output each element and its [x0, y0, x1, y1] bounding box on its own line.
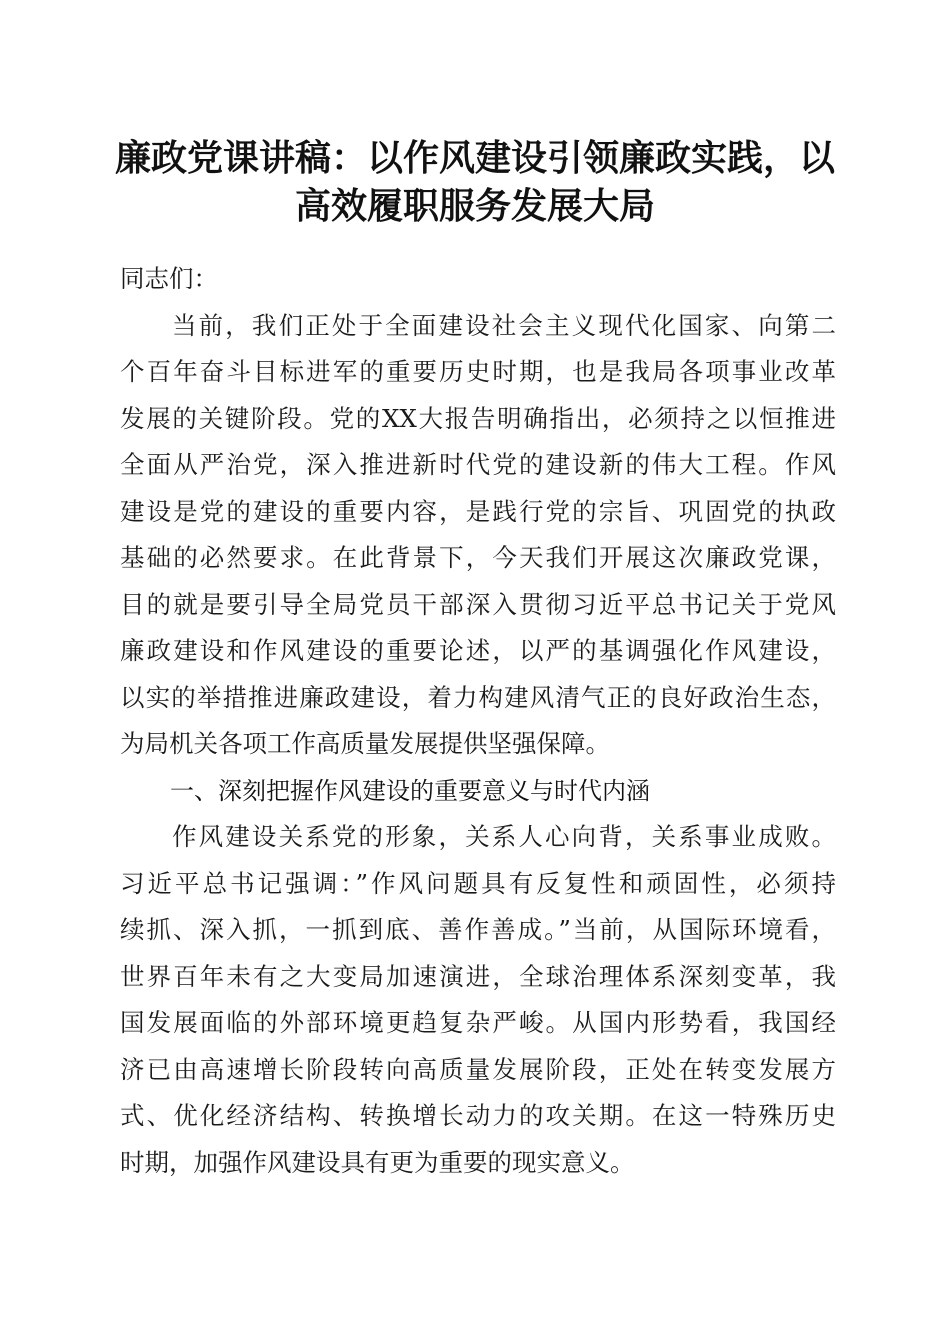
paragraph-line: 习近平总书记强调：”作风问题具有反复性和顽固性，必须持 — [120, 868, 836, 898]
paragraph-section-1 — [120, 814, 836, 1186]
title-line-2: 高效履职服务发展大局 — [294, 185, 655, 227]
paragraph-line: 世界百年未有之大变局加速演进，全球治理体系深刻变革，我 — [120, 961, 836, 991]
paragraph-line: 济已由高速增长阶段转向高质量发展阶段，正处在转变发展方 — [120, 1054, 836, 1084]
paragraph-line: 目的就是要引导全局党员干部深入贯彻习近平总书记关于党风 — [120, 589, 836, 619]
paragraph-line: 为局机关各项工作高质量发展提供坚强保障。 — [120, 729, 610, 758]
paragraph-line: 式、优化经济结构、转换增长动力的攻关期。在这一特殊历史 — [120, 1101, 836, 1130]
paragraph-line: 时期，加强作风建设具有更为重要的现实意义。 — [120, 1147, 635, 1177]
document-title — [100, 134, 850, 230]
section-heading-1: 一、深刻把握作风建设的重要意义与时代内涵 — [170, 776, 650, 805]
paragraph-line: 发展的关键阶段。党的XX大报告明确指出，必须持之以恒推进 — [120, 403, 836, 433]
title-line-1: 廉政党课讲稿：以作风建设引领廉政实践，以 — [114, 137, 835, 179]
paragraph-line: 当前，我们正处于全面建设社会主义现代化国家、向第二 — [172, 310, 836, 340]
salutation: 同志们： — [120, 264, 218, 293]
document-body — [120, 256, 836, 1186]
paragraph-line: 作风建设关系党的形象，关系人心向背，关系事业成败。 — [172, 822, 836, 851]
paragraph-line: 全面从严治党，深入推进新时代党的建设新的伟大工程。作风 — [120, 450, 836, 479]
paragraph-intro — [120, 303, 836, 768]
paragraph-line: 建设是党的建设的重要内容，是践行党的宗旨、巩固党的执政 — [120, 496, 836, 526]
paragraph-line: 廉政建设和作风建设的重要论述，以严的基调强化作风建设， — [120, 636, 836, 665]
paragraph-line: 个百年奋斗目标进军的重要历史时期，也是我局各项事业改革 — [120, 357, 836, 386]
paragraph-line: 以实的举措推进廉政建设，着力构建风清气正的良好政治生态， — [120, 682, 836, 712]
paragraph-line: 续抓、深入抓，一抓到底、善作善成。”当前，从国际环境看， — [120, 915, 836, 944]
paragraph-line: 国发展面临的外部环境更趋复杂严峻。从国内形势看，我国经 — [120, 1008, 836, 1037]
paragraph-line: 基础的必然要求。在此背景下，今天我们开展这次廉政党课， — [120, 543, 836, 572]
